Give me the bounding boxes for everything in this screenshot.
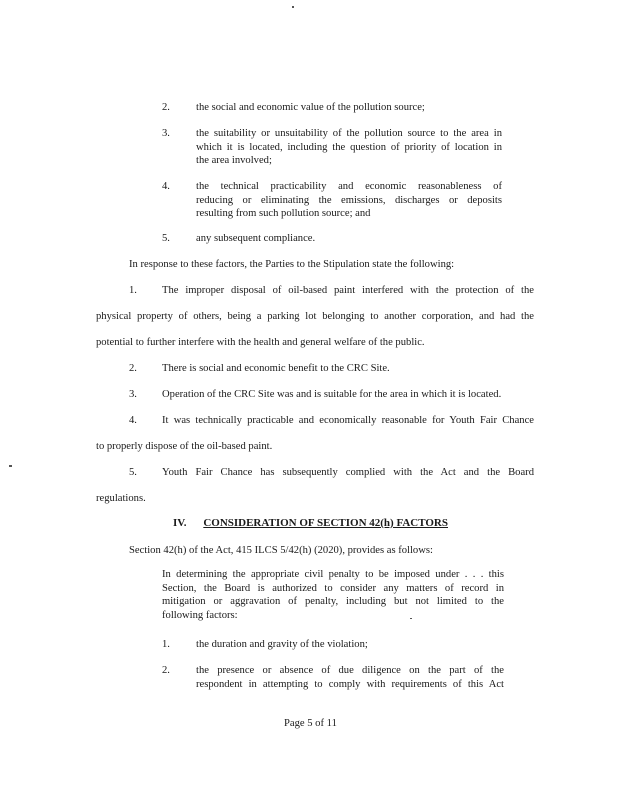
response-number: 4.: [129, 415, 137, 426]
response-number: 5.: [129, 467, 137, 478]
response-number: 3.: [129, 389, 137, 400]
factor-text: the presence or absence of due diligence on the part of the respondent in attempting to comply with requirements of this Act: [196, 665, 504, 690]
response-text-cont: physical property of others, being a parking lot belonging to another corporation, and had the: [96, 311, 534, 322]
response-intro: In response to these factors, the Parties to the Stipulation state the following:: [129, 259, 455, 270]
scan-speck: [410, 618, 412, 619]
factor-text: the technical practicability and economic reasonableness of reducing or eliminating the emissions, discharges or deposits resulting from such pollution source; and: [196, 181, 502, 220]
response-text-cont: regulations.: [96, 493, 146, 504]
factor-text: the suitability or unsuitability of the pollution source to the area in which it is located, including the question of priority of location in the area involved;: [196, 128, 502, 167]
factor-number: 2.: [162, 102, 170, 113]
section-intro: Section 42(h) of the Act, 415 ILCS 5/42(h) (2020), provides as follows:: [129, 545, 433, 556]
factor-number: 2.: [162, 665, 170, 676]
factor-number: 3.: [162, 128, 170, 139]
scan-speck: [292, 6, 294, 8]
response-text-cont: to properly dispose of the oil-based paint.: [96, 441, 273, 452]
section-title: CONSIDERATION OF SECTION 42(h) FACTORS: [203, 517, 448, 529]
response-number: 1.: [129, 285, 137, 296]
response-text: The improper disposal of oil-based paint interfered with the protection of the: [162, 285, 534, 296]
page-number: Page 5 of 11: [284, 718, 337, 729]
section-heading: [173, 517, 448, 531]
statute-quote: In determining the appropriate civil penalty to be imposed under . . . this Section, the Board is authorized to consider any matters of record in mitigation or aggravation of penalty, including but not limited to the following factors:: [162, 569, 504, 621]
factor-number: 1.: [162, 639, 170, 650]
scan-speck: [9, 465, 12, 467]
response-number: 2.: [129, 363, 137, 374]
response-text: It was technically practicable and economically reasonable for Youth Fair Chance: [162, 415, 534, 426]
factor-number: 4.: [162, 181, 170, 192]
factor-number: 5.: [162, 233, 170, 244]
section-number: IV.: [173, 517, 187, 529]
response-text: Youth Fair Chance has subsequently complied with the Act and the Board: [162, 467, 534, 478]
factor-text: the social and economic value of the pollution source;: [196, 102, 425, 113]
factor-text: the duration and gravity of the violation;: [196, 639, 368, 650]
response-text: Operation of the CRC Site was and is suitable for the area in which it is located.: [162, 389, 502, 400]
response-text-cont: potential to further interfere with the health and general welfare of the public.: [96, 337, 425, 348]
factor-text: any subsequent compliance.: [196, 233, 316, 244]
response-text: There is social and economic benefit to the CRC Site.: [162, 363, 390, 374]
